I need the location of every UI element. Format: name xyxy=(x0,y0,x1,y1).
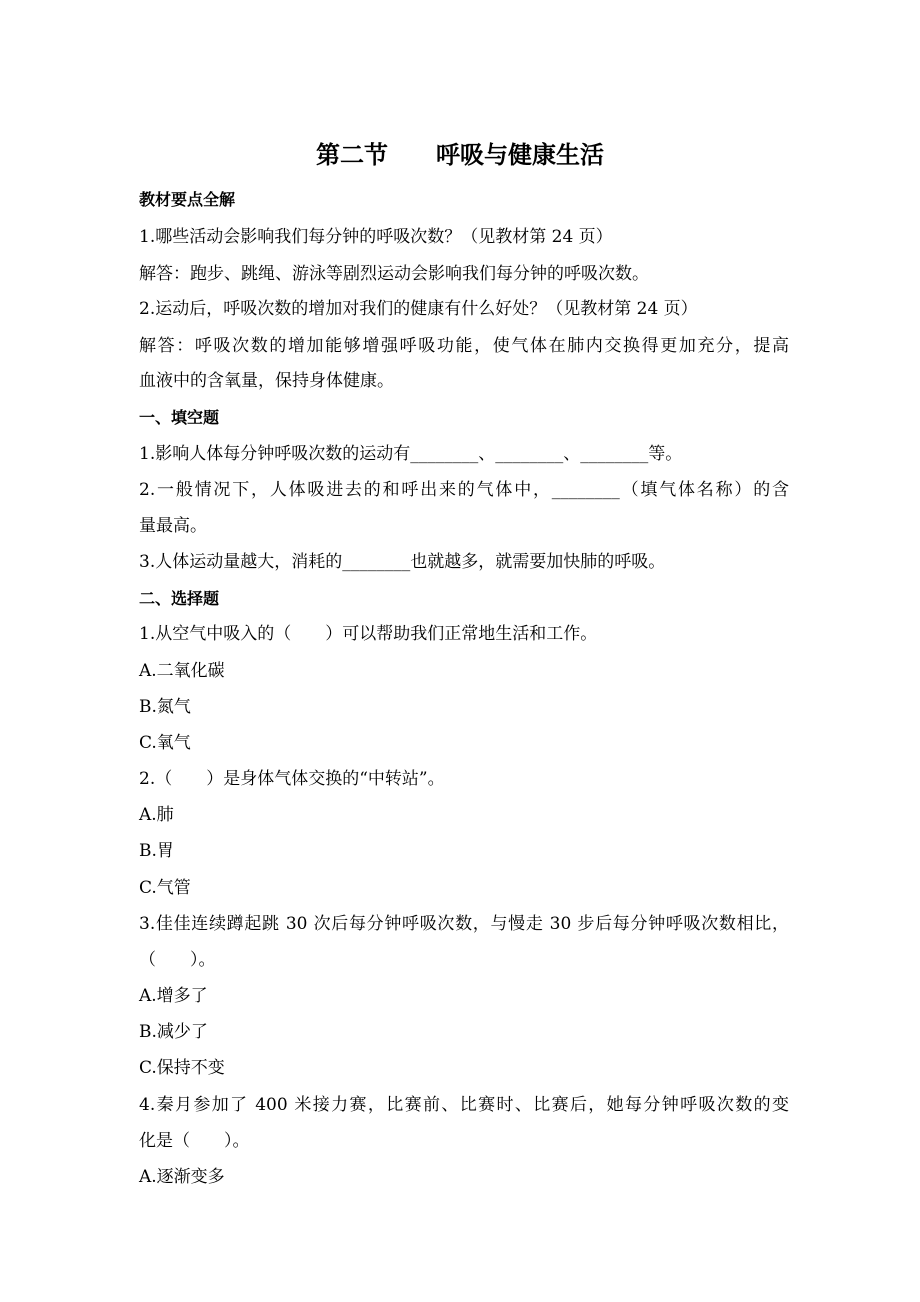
choice-question-3-line-1: 3.佳佳连续蹲起跳 30 次后每分钟呼吸次数，与慢走 30 步后每分钟呼吸次数相比， xyxy=(139,914,789,934)
textbook-answer-2-line-2: 血液中的含氧量，保持身体健康。 xyxy=(139,371,394,391)
choice-question-3-option-a: A.增多了 xyxy=(139,986,208,1006)
textbook-question-2: 2.运动后，呼吸次数的增加对我们的健康有什么好处？（见教材第 24 页） xyxy=(139,299,698,319)
textbook-answer-1: 解答：跑步、跳绳、游泳等剧烈运动会影响我们每分钟的呼吸次数。 xyxy=(139,264,649,284)
textbook-question-1: 1.哪些活动会影响我们每分钟的呼吸次数？（见教材第 24 页） xyxy=(139,227,613,247)
choice-question-1-option-c: C.氧气 xyxy=(139,733,191,753)
choice-question-3-option-c: C.保持不变 xyxy=(139,1058,225,1078)
choice-question-1: 1.从空气中吸入的（ ）可以帮助我们正常地生活和工作。 xyxy=(139,624,598,644)
textbook-answer-2-line-1: 解答：呼吸次数的增加能够增强呼吸功能，使气体在肺内交换得更加充分，提高 xyxy=(139,336,789,356)
choice-question-3-line-2: （ ）。 xyxy=(139,950,216,970)
fill-blank-question-2-line-1: 2.一般情况下，人体吸进去的和呼出来的气体中，________（填气体名称）的含 xyxy=(139,480,789,500)
choice-question-2-option-b: B.胃 xyxy=(139,841,174,861)
choice-question-4-option-a: A.逐渐变多 xyxy=(139,1167,225,1187)
section-heading-textbook: 教材要点全解 xyxy=(139,190,236,209)
choice-question-4-line-2: 化是（ ）。 xyxy=(139,1131,250,1151)
page-title: 第二节 呼吸与健康生活 xyxy=(316,141,604,169)
fill-blank-question-2-line-2: 量最高。 xyxy=(139,516,207,536)
choice-question-1-option-b: B.氮气 xyxy=(139,697,191,717)
choice-question-4-line-1: 4.秦月参加了 400 米接力赛，比赛前、比赛时、比赛后，她每分钟呼吸次数的变 xyxy=(139,1095,789,1115)
choice-question-2: 2.（ ）是身体气体交换的“中转站”。 xyxy=(139,769,445,789)
choice-question-2-option-a: A.肺 xyxy=(139,805,174,825)
choice-question-2-option-c: C.气管 xyxy=(139,878,191,898)
fill-blank-question-1: 1.影响人体每分钟呼吸次数的运动有________、________、________等。 xyxy=(139,444,683,464)
choice-question-3-option-b: B.减少了 xyxy=(139,1022,208,1042)
section-heading-fill-blank: 一、填空题 xyxy=(139,408,220,427)
section-heading-choice: 二、选择题 xyxy=(139,589,220,608)
fill-blank-question-3: 3.人体运动量越大，消耗的________也就越多，就需要加快肺的呼吸。 xyxy=(139,552,666,572)
choice-question-1-option-a: A.二氧化碳 xyxy=(139,661,225,681)
